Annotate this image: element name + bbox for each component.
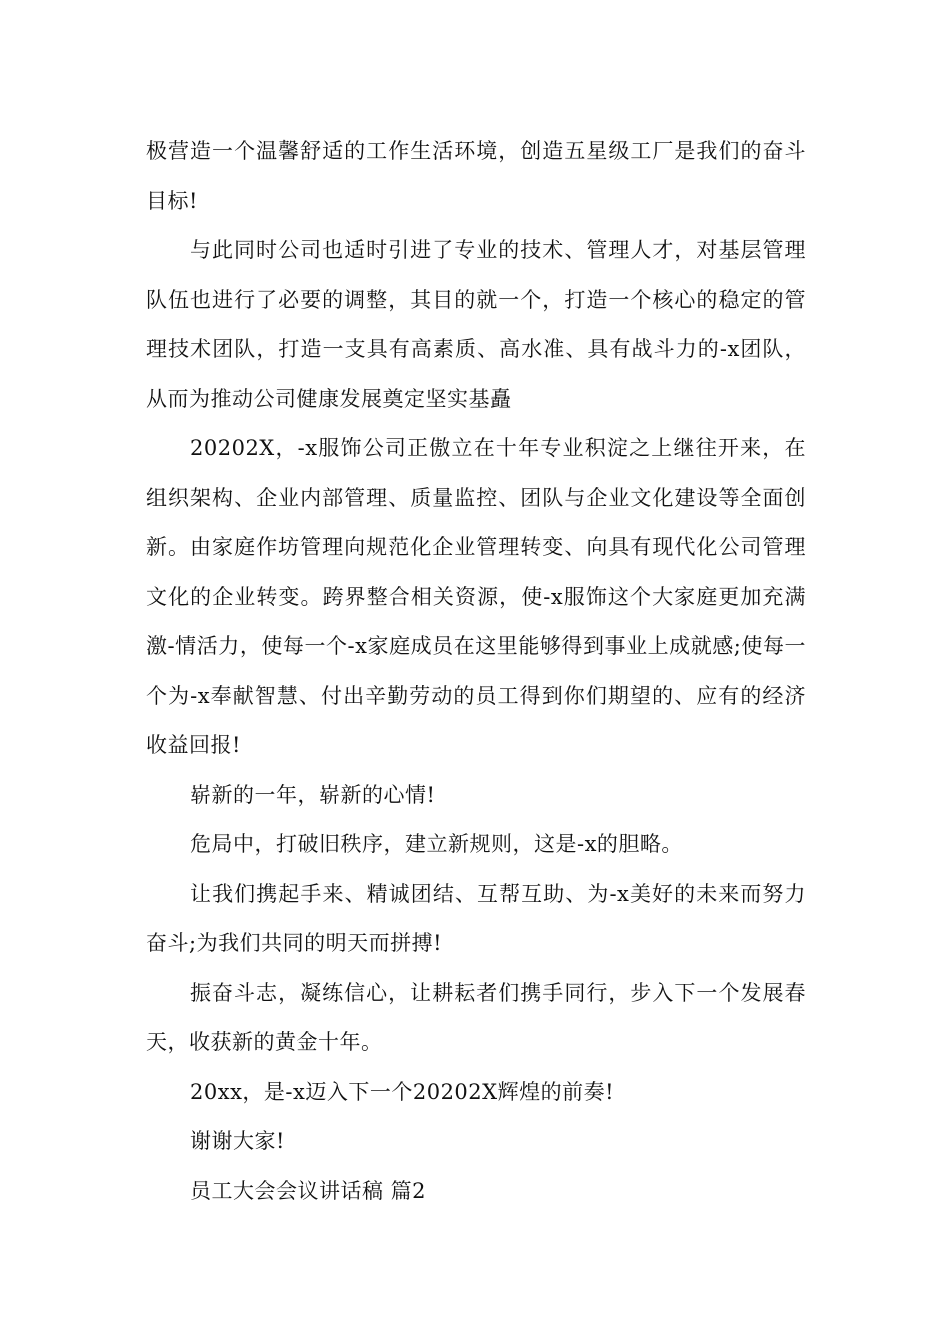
paragraph-crisis: 危局中，打破旧秩序，建立新规则，这是-x的胆略。 — [190, 832, 683, 856]
paragraph-company-plan: 20202X，-x服饰公司正傲立在十年专业积淀之上继往开来，在组织架构、企业内部管理、质量监控、团队与企业文化建设等全面创新。由家庭作坊管理向规范化企业管理转变、向具有现代化公司管理文化的企业转变。跨界整合相关资源，使-x服饰这个大家庭更加充满激-情活力，使每一个-x家庭成员在这里能够得到事业上成就感;使每一个为-x奉献智慧、付出辛勤劳动的员工得到你们期望的、应有的经济收益回报! — [146, 436, 806, 757]
paragraph-talent: 与此同时公司也适时引进了专业的技术、管理人才，对基层管理队伍也进行了必要的调整，其目的就一个，打造一个核心的稳定的管理技术团队，打造一支具有高素质、高水准、具有战斗力的-x团队，从而为推动公司健康发展奠定坚实基矗 — [146, 238, 806, 411]
section-heading: 员工大会会议讲话稿 篇2 — [190, 1178, 427, 1203]
paragraph-thanks: 谢谢大家! — [190, 1129, 285, 1153]
paragraph-continuation: 极营造一个温馨舒适的工作生活环境，创造五星级工厂是我们的奋斗目标! — [146, 139, 806, 213]
paragraph-new-year: 崭新的一年，崭新的心情! — [190, 782, 436, 807]
paragraph-prelude: 20xx，是-x迈入下一个20202X辉煌的前奏! — [190, 1079, 615, 1104]
paragraph-spirit: 振奋斗志，凝练信心，让耕耘者们携手同行，步入下一个发展春天，收获新的黄金十年。 — [146, 980, 806, 1054]
paragraph-unite: 让我们携起手来、精诚团结、互帮互助、为-x美好的未来而努力奋斗;为我们共同的明天而拼搏! — [146, 881, 806, 955]
document-body — [146, 127, 806, 1216]
